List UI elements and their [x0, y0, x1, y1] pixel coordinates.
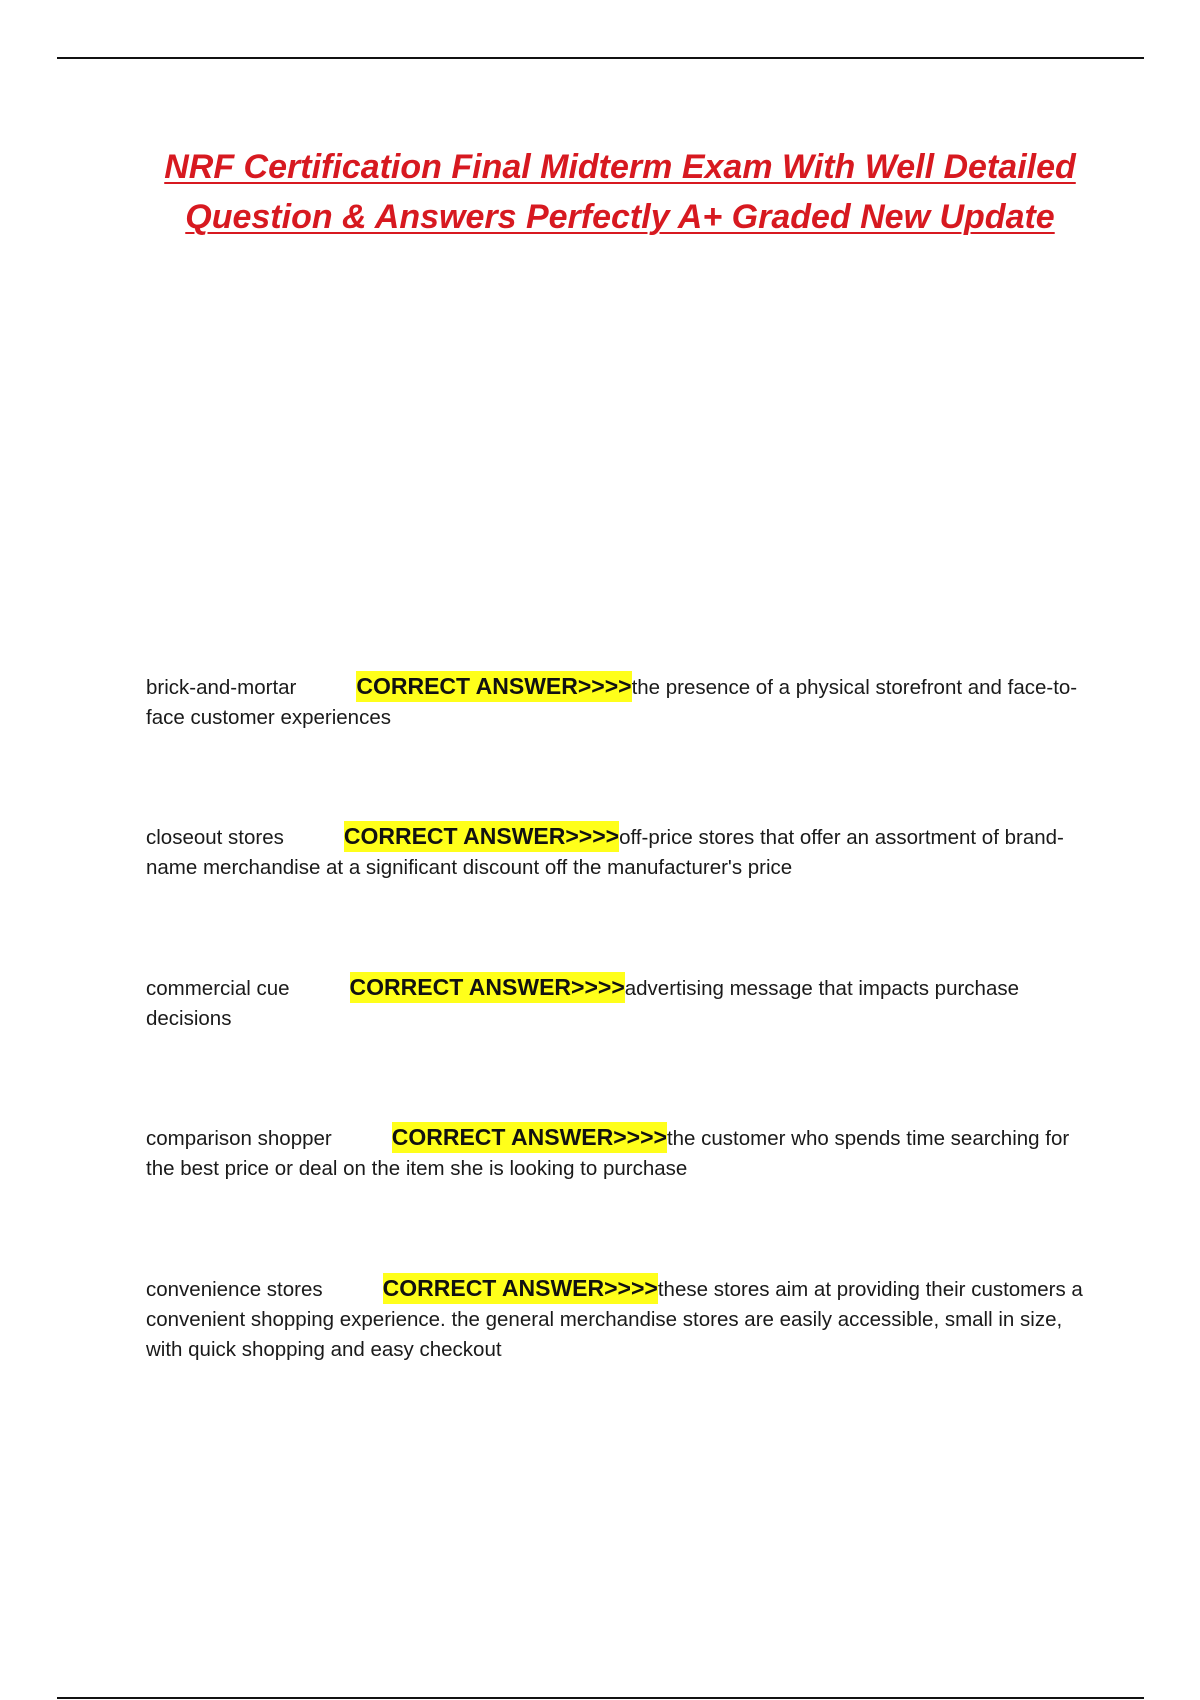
document-title: NRF Certification Final Midterm Exam With Well Detailed Question & Answers Perfectly A+ Graded New Update: [164, 148, 1076, 236]
entry-definition: these stores aim at providing their customers a convenient shopping experience. the general merchandise stores are easily accessible, small in size, with quick shopping and easy checkout: [146, 1278, 1083, 1361]
correct-answer-label: CORRECT ANSWER>>>>: [350, 972, 625, 1003]
correct-answer-label: CORRECT ANSWER>>>>: [344, 821, 619, 852]
qa-entry-brick-and-mortar: [146, 671, 1096, 733]
qa-entry-commercial-cue: [146, 972, 1096, 1034]
entry-term: comparison shopper: [146, 1127, 332, 1150]
footer-rule: [57, 1697, 1144, 1699]
entry-definition: off-price stores that offer an assortment of brand-name merchandise at a significant discount off the manufacturer's price: [146, 826, 1064, 879]
entry-term: brick-and-mortar: [146, 676, 297, 699]
correct-answer-label: CORRECT ANSWER>>>>: [356, 671, 631, 702]
header-rule: [57, 57, 1144, 59]
correct-answer-label: CORRECT ANSWER>>>>: [392, 1122, 667, 1153]
qa-entry-convenience-stores: [146, 1273, 1096, 1365]
entry-term: closeout stores: [146, 826, 284, 849]
qa-entry-closeout-stores: [146, 821, 1096, 883]
entry-definition: the presence of a physical storefront and face-to-face customer experiences: [146, 676, 1078, 729]
qa-entry-comparison-shopper: [146, 1122, 1096, 1184]
entry-definition: the customer who spends time searching for the best price or deal on the item she is looking to purchase: [146, 1127, 1070, 1180]
entry-definition: advertising message that impacts purchase decisions: [146, 977, 1020, 1030]
correct-answer-label: CORRECT ANSWER>>>>: [383, 1273, 658, 1304]
entry-term: commercial cue: [146, 977, 290, 1000]
entry-term: convenience stores: [146, 1278, 323, 1301]
